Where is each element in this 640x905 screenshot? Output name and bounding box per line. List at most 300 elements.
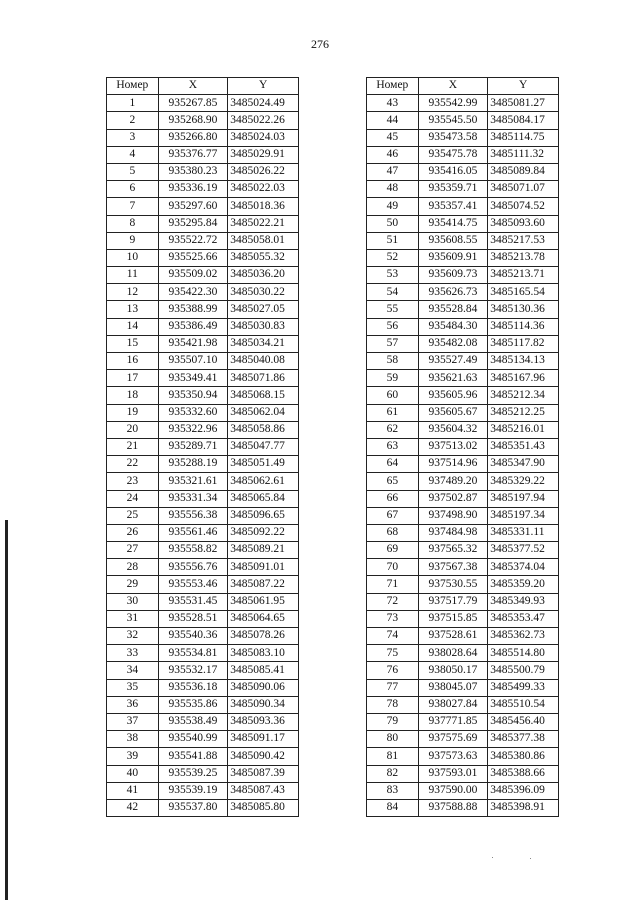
row-x: 935267.85 <box>158 95 228 112</box>
table-row <box>367 181 559 198</box>
table-row <box>367 163 559 180</box>
row-number: 31 <box>107 610 159 627</box>
row-x: 935473.58 <box>418 129 488 146</box>
row-number: 61 <box>367 404 419 421</box>
row-x: 935268.90 <box>158 112 228 129</box>
row-number: 27 <box>107 542 159 559</box>
row-x: 935475.78 <box>418 146 488 163</box>
table-row <box>107 163 299 180</box>
row-y: 3485087.43 <box>228 782 299 799</box>
row-y: 3485396.09 <box>488 782 559 799</box>
table-row <box>367 507 559 524</box>
table-row <box>367 679 559 696</box>
scan-speck <box>530 858 531 859</box>
row-y: 3485027.05 <box>228 301 299 318</box>
header-y: Y <box>228 78 299 95</box>
row-number: 1 <box>107 95 159 112</box>
row-number: 7 <box>107 198 159 215</box>
table-row <box>107 610 299 627</box>
scan-speck <box>492 857 493 858</box>
table-row <box>367 490 559 507</box>
row-y: 3485026.22 <box>228 163 299 180</box>
row-y: 3485065.84 <box>228 490 299 507</box>
table-row <box>107 129 299 146</box>
table-row <box>367 662 559 679</box>
table-row <box>107 662 299 679</box>
row-number: 80 <box>367 731 419 748</box>
row-x: 937771.85 <box>418 713 488 730</box>
table-row <box>367 387 559 404</box>
table-row <box>367 404 559 421</box>
row-number: 76 <box>367 662 419 679</box>
row-number: 67 <box>367 507 419 524</box>
row-x: 935331.34 <box>158 490 228 507</box>
row-y: 3485500.79 <box>488 662 559 679</box>
table-row <box>107 318 299 335</box>
row-y: 3485089.84 <box>488 163 559 180</box>
table-row <box>367 645 559 662</box>
row-number: 75 <box>367 645 419 662</box>
row-y: 3485216.01 <box>488 421 559 438</box>
table-row <box>107 146 299 163</box>
row-y: 3485018.36 <box>228 198 299 215</box>
row-number: 63 <box>367 438 419 455</box>
table-row <box>367 473 559 490</box>
row-x: 935556.38 <box>158 507 228 524</box>
row-x: 935376.77 <box>158 146 228 163</box>
row-number: 30 <box>107 593 159 610</box>
row-x: 935545.50 <box>418 112 488 129</box>
table-row <box>107 198 299 215</box>
header-number: Номер <box>367 78 419 95</box>
table-row <box>107 95 299 112</box>
row-x: 935604.32 <box>418 421 488 438</box>
row-number: 12 <box>107 284 159 301</box>
row-x: 935558.82 <box>158 542 228 559</box>
row-x: 935556.76 <box>158 559 228 576</box>
row-y: 3485212.25 <box>488 404 559 421</box>
row-number: 52 <box>367 249 419 266</box>
row-number: 21 <box>107 438 159 455</box>
scan-margin-bar <box>5 520 8 900</box>
row-y: 3485353.47 <box>488 610 559 627</box>
row-number: 20 <box>107 421 159 438</box>
row-number: 36 <box>107 696 159 713</box>
table-row <box>367 267 559 284</box>
row-number: 4 <box>107 146 159 163</box>
table-row <box>107 112 299 129</box>
row-y: 3485024.03 <box>228 129 299 146</box>
row-x: 935541.88 <box>158 748 228 765</box>
row-number: 32 <box>107 628 159 645</box>
row-y: 3485055.32 <box>228 249 299 266</box>
row-number: 82 <box>367 765 419 782</box>
row-x: 935540.99 <box>158 731 228 748</box>
table-row <box>107 370 299 387</box>
row-x: 935538.49 <box>158 713 228 730</box>
row-x: 935297.60 <box>158 198 228 215</box>
row-x: 937575.69 <box>418 731 488 748</box>
row-number: 47 <box>367 163 419 180</box>
row-number: 65 <box>367 473 419 490</box>
table-row <box>367 799 559 816</box>
row-y: 3485090.34 <box>228 696 299 713</box>
table-row <box>107 731 299 748</box>
table-row <box>367 713 559 730</box>
row-x: 935527.49 <box>418 353 488 370</box>
row-number: 56 <box>367 318 419 335</box>
table-row <box>367 610 559 627</box>
row-number: 42 <box>107 799 159 816</box>
row-number: 39 <box>107 748 159 765</box>
table-row <box>107 232 299 249</box>
row-y: 3485213.71 <box>488 267 559 284</box>
row-y: 3485062.04 <box>228 404 299 421</box>
row-x: 937565.32 <box>418 542 488 559</box>
table-row <box>107 748 299 765</box>
row-y: 3485096.65 <box>228 507 299 524</box>
row-x: 935266.80 <box>158 129 228 146</box>
row-x: 935295.84 <box>158 215 228 232</box>
row-number: 45 <box>367 129 419 146</box>
row-x: 937590.00 <box>418 782 488 799</box>
header-number: Номер <box>107 78 159 95</box>
row-number: 68 <box>367 524 419 541</box>
row-number: 46 <box>367 146 419 163</box>
row-y: 3485499.33 <box>488 679 559 696</box>
row-y: 3485081.27 <box>488 95 559 112</box>
row-number: 62 <box>367 421 419 438</box>
row-number: 3 <box>107 129 159 146</box>
row-y: 3485058.01 <box>228 232 299 249</box>
row-number: 35 <box>107 679 159 696</box>
row-y: 3485087.22 <box>228 576 299 593</box>
row-number: 26 <box>107 524 159 541</box>
table-header-row <box>367 78 559 95</box>
row-y: 3485089.21 <box>228 542 299 559</box>
row-number: 49 <box>367 198 419 215</box>
row-number: 48 <box>367 181 419 198</box>
table-row <box>367 146 559 163</box>
row-x: 937588.88 <box>418 799 488 816</box>
table-row <box>107 421 299 438</box>
row-x: 937567.38 <box>418 559 488 576</box>
row-x: 935380.23 <box>158 163 228 180</box>
table-row <box>367 318 559 335</box>
row-x: 937593.01 <box>418 765 488 782</box>
row-y: 3485064.65 <box>228 610 299 627</box>
row-number: 37 <box>107 713 159 730</box>
table-row <box>367 421 559 438</box>
table-row <box>367 335 559 352</box>
row-y: 3485036.20 <box>228 267 299 284</box>
row-x: 935532.17 <box>158 662 228 679</box>
row-number: 28 <box>107 559 159 576</box>
row-x: 935535.86 <box>158 696 228 713</box>
table-row <box>367 215 559 232</box>
table-row <box>367 782 559 799</box>
row-x: 935422.30 <box>158 284 228 301</box>
row-number: 51 <box>367 232 419 249</box>
row-y: 3485377.38 <box>488 731 559 748</box>
row-y: 3485114.36 <box>488 318 559 335</box>
table-header-row <box>107 78 299 95</box>
row-x: 935537.80 <box>158 799 228 816</box>
row-x: 938027.84 <box>418 696 488 713</box>
row-y: 3485374.04 <box>488 559 559 576</box>
table-row <box>367 576 559 593</box>
row-y: 3485078.26 <box>228 628 299 645</box>
row-y: 3485377.52 <box>488 542 559 559</box>
row-y: 3485380.86 <box>488 748 559 765</box>
row-y: 3485117.82 <box>488 335 559 352</box>
row-x: 937517.79 <box>418 593 488 610</box>
row-y: 3485197.34 <box>488 507 559 524</box>
row-y: 3485061.95 <box>228 593 299 610</box>
row-x: 935561.46 <box>158 524 228 541</box>
row-x: 935609.91 <box>418 249 488 266</box>
row-x: 935288.19 <box>158 456 228 473</box>
row-number: 53 <box>367 267 419 284</box>
row-y: 3485165.54 <box>488 284 559 301</box>
table-row <box>367 353 559 370</box>
table-row <box>367 748 559 765</box>
row-number: 25 <box>107 507 159 524</box>
row-y: 3485068.15 <box>228 387 299 404</box>
row-number: 60 <box>367 387 419 404</box>
row-number: 81 <box>367 748 419 765</box>
row-x: 935322.96 <box>158 421 228 438</box>
row-x: 935289.71 <box>158 438 228 455</box>
row-y: 3485071.07 <box>488 181 559 198</box>
row-x: 935357.41 <box>418 198 488 215</box>
row-number: 44 <box>367 112 419 129</box>
table-row <box>107 335 299 352</box>
table-row <box>367 370 559 387</box>
table-row <box>367 232 559 249</box>
row-y: 3485034.21 <box>228 335 299 352</box>
row-x: 935528.51 <box>158 610 228 627</box>
row-number: 78 <box>367 696 419 713</box>
table-row <box>107 438 299 455</box>
coordinates-table-right <box>366 77 559 817</box>
row-number: 13 <box>107 301 159 318</box>
table-row <box>367 524 559 541</box>
row-x: 937484.98 <box>418 524 488 541</box>
row-x: 937489.20 <box>418 473 488 490</box>
row-number: 43 <box>367 95 419 112</box>
row-number: 22 <box>107 456 159 473</box>
table-row <box>107 353 299 370</box>
row-y: 3485022.26 <box>228 112 299 129</box>
row-y: 3485213.78 <box>488 249 559 266</box>
table-row <box>367 593 559 610</box>
row-x: 937573.63 <box>418 748 488 765</box>
row-y: 3485062.61 <box>228 473 299 490</box>
row-number: 8 <box>107 215 159 232</box>
table-row <box>107 267 299 284</box>
table-row <box>107 645 299 662</box>
row-number: 74 <box>367 628 419 645</box>
table-row <box>107 679 299 696</box>
row-x: 935542.99 <box>418 95 488 112</box>
table-row <box>107 215 299 232</box>
row-number: 70 <box>367 559 419 576</box>
header-x: X <box>418 78 488 95</box>
row-number: 55 <box>367 301 419 318</box>
row-x: 935522.72 <box>158 232 228 249</box>
table-row <box>107 593 299 610</box>
row-number: 18 <box>107 387 159 404</box>
row-number: 54 <box>367 284 419 301</box>
row-x: 935553.46 <box>158 576 228 593</box>
table-row <box>367 129 559 146</box>
row-number: 84 <box>367 799 419 816</box>
row-x: 937513.02 <box>418 438 488 455</box>
row-x: 935386.49 <box>158 318 228 335</box>
row-y: 3485092.22 <box>228 524 299 541</box>
row-y: 3485047.77 <box>228 438 299 455</box>
header-x: X <box>158 78 228 95</box>
row-y: 3485398.91 <box>488 799 559 816</box>
row-y: 3485084.17 <box>488 112 559 129</box>
row-y: 3485058.86 <box>228 421 299 438</box>
row-x: 937498.90 <box>418 507 488 524</box>
table-row <box>367 301 559 318</box>
row-x: 935536.18 <box>158 679 228 696</box>
table-row <box>367 112 559 129</box>
row-number: 10 <box>107 249 159 266</box>
row-x: 935332.60 <box>158 404 228 421</box>
row-x: 935416.05 <box>418 163 488 180</box>
row-number: 33 <box>107 645 159 662</box>
row-number: 38 <box>107 731 159 748</box>
row-number: 14 <box>107 318 159 335</box>
row-x: 935609.73 <box>418 267 488 284</box>
row-number: 79 <box>367 713 419 730</box>
table-row <box>107 542 299 559</box>
row-x: 935539.25 <box>158 765 228 782</box>
table-row <box>107 576 299 593</box>
table-row <box>367 456 559 473</box>
row-number: 50 <box>367 215 419 232</box>
row-number: 15 <box>107 335 159 352</box>
row-y: 3485022.21 <box>228 215 299 232</box>
row-y: 3485359.20 <box>488 576 559 593</box>
row-x: 938050.17 <box>418 662 488 679</box>
table-row <box>107 799 299 816</box>
row-number: 58 <box>367 353 419 370</box>
row-x: 935528.84 <box>418 301 488 318</box>
row-number: 34 <box>107 662 159 679</box>
row-x: 938028.64 <box>418 645 488 662</box>
row-number: 24 <box>107 490 159 507</box>
table-row <box>367 284 559 301</box>
row-x: 935350.94 <box>158 387 228 404</box>
row-y: 3485349.93 <box>488 593 559 610</box>
row-y: 3485090.42 <box>228 748 299 765</box>
row-x: 935507.10 <box>158 353 228 370</box>
row-x: 937530.55 <box>418 576 488 593</box>
table-row <box>107 473 299 490</box>
row-y: 3485022.03 <box>228 181 299 198</box>
row-x: 935531.45 <box>158 593 228 610</box>
table-row <box>367 542 559 559</box>
table-row <box>107 507 299 524</box>
row-y: 3485510.54 <box>488 696 559 713</box>
row-x: 935534.81 <box>158 645 228 662</box>
row-x: 935525.66 <box>158 249 228 266</box>
row-number: 11 <box>107 267 159 284</box>
row-x: 935388.99 <box>158 301 228 318</box>
row-number: 16 <box>107 353 159 370</box>
table-row <box>367 559 559 576</box>
row-number: 41 <box>107 782 159 799</box>
row-x: 935359.71 <box>418 181 488 198</box>
table-row <box>107 249 299 266</box>
row-number: 64 <box>367 456 419 473</box>
row-x: 937502.87 <box>418 490 488 507</box>
table-row <box>107 456 299 473</box>
row-number: 57 <box>367 335 419 352</box>
row-y: 3485347.90 <box>488 456 559 473</box>
table-row <box>107 284 299 301</box>
row-number: 9 <box>107 232 159 249</box>
row-x: 935484.30 <box>418 318 488 335</box>
row-y: 3485085.80 <box>228 799 299 816</box>
table-row <box>107 696 299 713</box>
row-number: 40 <box>107 765 159 782</box>
row-y: 3485167.96 <box>488 370 559 387</box>
row-number: 2 <box>107 112 159 129</box>
row-y: 3485030.22 <box>228 284 299 301</box>
table-row <box>107 524 299 541</box>
row-number: 29 <box>107 576 159 593</box>
row-y: 3485071.86 <box>228 370 299 387</box>
row-x: 935608.55 <box>418 232 488 249</box>
table-row <box>107 490 299 507</box>
row-y: 3485217.53 <box>488 232 559 249</box>
row-number: 6 <box>107 181 159 198</box>
row-y: 3485351.43 <box>488 438 559 455</box>
row-y: 3485093.36 <box>228 713 299 730</box>
row-y: 3485074.52 <box>488 198 559 215</box>
row-number: 5 <box>107 163 159 180</box>
row-y: 3485212.34 <box>488 387 559 404</box>
row-y: 3485456.40 <box>488 713 559 730</box>
row-y: 3485134.13 <box>488 353 559 370</box>
row-y: 3485051.49 <box>228 456 299 473</box>
row-y: 3485093.60 <box>488 215 559 232</box>
row-y: 3485085.41 <box>228 662 299 679</box>
table-row <box>107 387 299 404</box>
row-y: 3485329.22 <box>488 473 559 490</box>
row-x: 935509.02 <box>158 267 228 284</box>
row-number: 71 <box>367 576 419 593</box>
table-row <box>107 301 299 318</box>
table-row <box>107 404 299 421</box>
row-x: 935336.19 <box>158 181 228 198</box>
table-row <box>107 181 299 198</box>
row-y: 3485362.73 <box>488 628 559 645</box>
row-x: 935349.41 <box>158 370 228 387</box>
table-row <box>107 782 299 799</box>
row-number: 23 <box>107 473 159 490</box>
table-row <box>367 628 559 645</box>
row-x: 937515.85 <box>418 610 488 627</box>
table-row <box>107 628 299 645</box>
coordinates-table-left <box>106 77 299 817</box>
